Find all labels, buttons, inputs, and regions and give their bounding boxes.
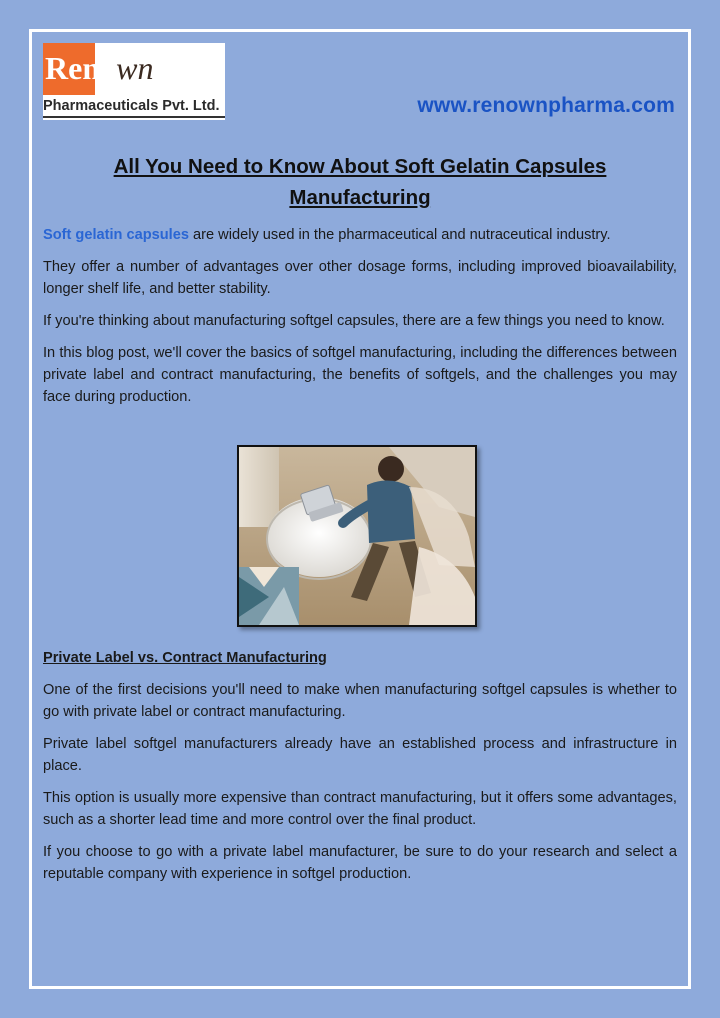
paragraph-advantages: They offer a number of advantages over other dosage forms, including improved bioavailability, longer shelf life, and better stability. <box>43 259 677 297</box>
paragraph-manufacturing: If you're thinking about manufacturing softgel capsules, there are a few things you need to know. <box>43 313 665 329</box>
company-logo <box>43 43 225 120</box>
paragraph-blog-overview: In this blog post, we'll cover the basics of softgel manufacturing, including the differences between private label and contract manufacturing, the benefits of softgels, and the challenges you may face during production. <box>43 345 677 405</box>
logo-wordmark <box>45 51 153 85</box>
logo-text-reno: Reno <box>45 50 117 86</box>
paragraph-cost-advantages: This option is usually more expensive than contract manufacturing, but it offers some advantages, such as a shorter lead time and more control over the final product. <box>43 790 677 828</box>
paragraph-research-advice: If you choose to go with a private label manufacturer, be sure to do your research and select a reputable company with experience in softgel production. <box>43 844 677 882</box>
website-link[interactable]: www.renownpharma.com <box>417 94 675 117</box>
paragraph-first-decision: One of the first decisions you'll need to make when manufacturing softgel capsules is whether to go with private label or contract manufacturing. <box>43 682 677 720</box>
section-heading-private-label: Private Label vs. Contract Manufacturing <box>43 650 327 666</box>
logo-text-wn: wn <box>116 50 154 86</box>
private-label-section <box>43 647 677 895</box>
page-title: All You Need to Know About Soft Gelatin Capsules Manufacturing <box>113 155 607 209</box>
soft-gelatin-capsules-link[interactable]: Soft gelatin capsules <box>43 227 189 243</box>
logo-subtitle: Pharmaceuticals Pvt. Ltd. <box>43 96 225 118</box>
intro-text: are widely used in the pharmaceutical and nutraceutical industry. <box>188 227 611 243</box>
person-laptop-image <box>239 447 475 625</box>
intro-paragraph <box>43 224 677 246</box>
intro-section <box>43 224 677 418</box>
article-photo <box>237 445 477 627</box>
paragraph-private-label-process: Private label softgel manufacturers already have an established process and infrastructure in place. <box>43 736 677 774</box>
